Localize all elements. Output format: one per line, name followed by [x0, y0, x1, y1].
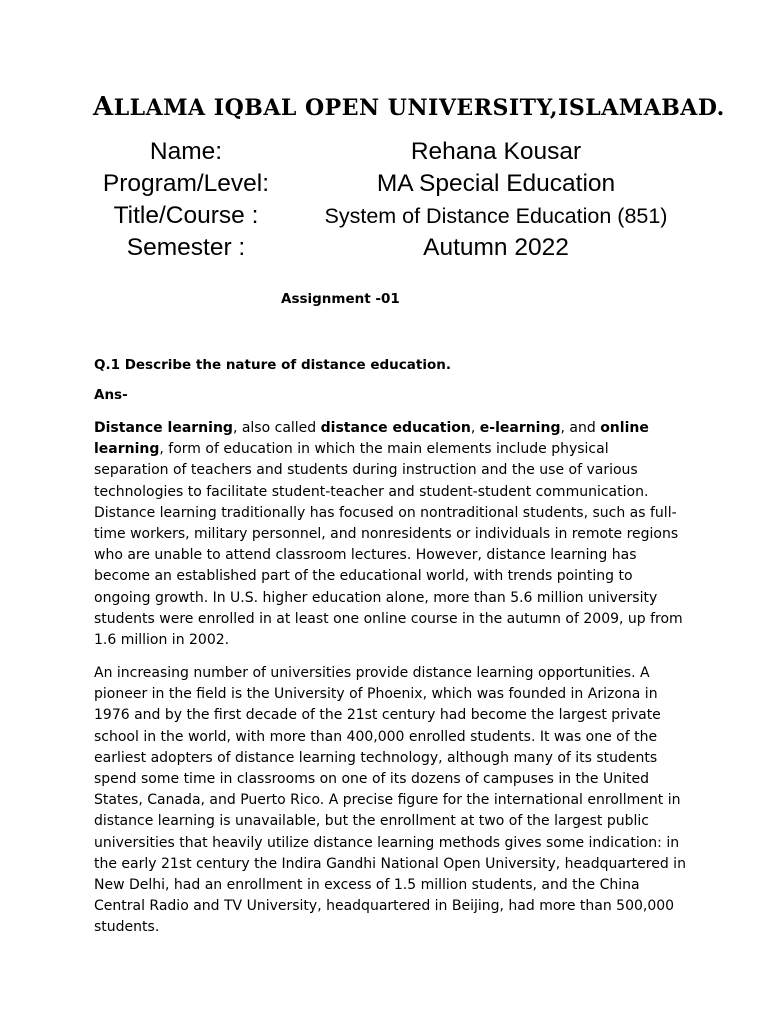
term-distance-education: distance education [320, 420, 471, 436]
semester-value: Autumn 2022 [423, 234, 569, 261]
university-title [93, 92, 733, 122]
course-value: System of Distance Education (851) [324, 204, 668, 228]
text-run: , [470, 420, 480, 436]
paragraph-1 [94, 418, 686, 651]
text-run: , and [560, 420, 601, 436]
info-row-course [88, 200, 708, 232]
info-row-semester [88, 232, 708, 264]
name-value: Rehana Kousar [410, 138, 582, 165]
answer-label: Ans- [94, 387, 128, 403]
name-label: Name: [149, 138, 223, 165]
term-e-learning: e-learning [479, 420, 561, 436]
term-distance-learning: Distance learning [94, 420, 233, 436]
university-title-rest: LLAMA IQBAL OPEN UNIVERSITY,ISLAMABAD. [113, 95, 725, 121]
paragraph-2: An increasing number of universities provide distance learning opportunities. A pioneer in the field is the University of Phoenix, which was founded in Arizona in 1976 and by the first decade of the 21st century had become the largest private school in the world, with more than 400,000 enrolled students. It was one of the earliest adopters of distance learning technology, although many of its students spend some time in classrooms on one of its dozens of campuses in the United States, Canada, and Puerto Rico. A precise figure for the international enrollment in distance learning is unavailable, but the enrollment at two of the largest public universities that heavily utilize distance learning methods gives some indication: in the early 21st century the Indira Gandhi National Open University, headquartered in New Delhi, had an enrollment in excess of 1.5 million students, and the China Central Radio and TV University, headquartered in Beijing, had more than 500,000 students. [94, 665, 686, 936]
info-row-name [88, 136, 708, 168]
program-value: MA Special Education [376, 170, 616, 197]
assignment-heading: Assignment -01 [281, 291, 400, 307]
info-row-program [88, 168, 708, 200]
course-label: Title/Course : [113, 202, 259, 229]
program-label: Program/Level: [102, 170, 270, 197]
term-online-learning: online learning [94, 420, 649, 458]
question-heading: Q.1 Describe the nature of distance education. [94, 357, 451, 373]
semester-label: Semester : [126, 234, 246, 261]
text-run: , also called [232, 420, 321, 436]
student-info-block [88, 136, 708, 264]
text-run: , form of education in which the main elements include physical separation of teachers and students during instruction and the use of various technologies to facilitate student-teacher and student-student communication. Distance learning traditionally has focused on nontraditional students, such as full-time workers, military personnel, and nonresidents or individuals in remote regions who are unable to attend classroom lectures. However, distance learning has become an established part of the educational world, with trends pointing to ongoing growth. In U.S. higher education alone, more than 5.6 million university students were enrolled in at least one online course in the autumn of 2009, up from 1.6 million in 2002. [94, 441, 683, 649]
university-title-initial: A [93, 92, 114, 122]
